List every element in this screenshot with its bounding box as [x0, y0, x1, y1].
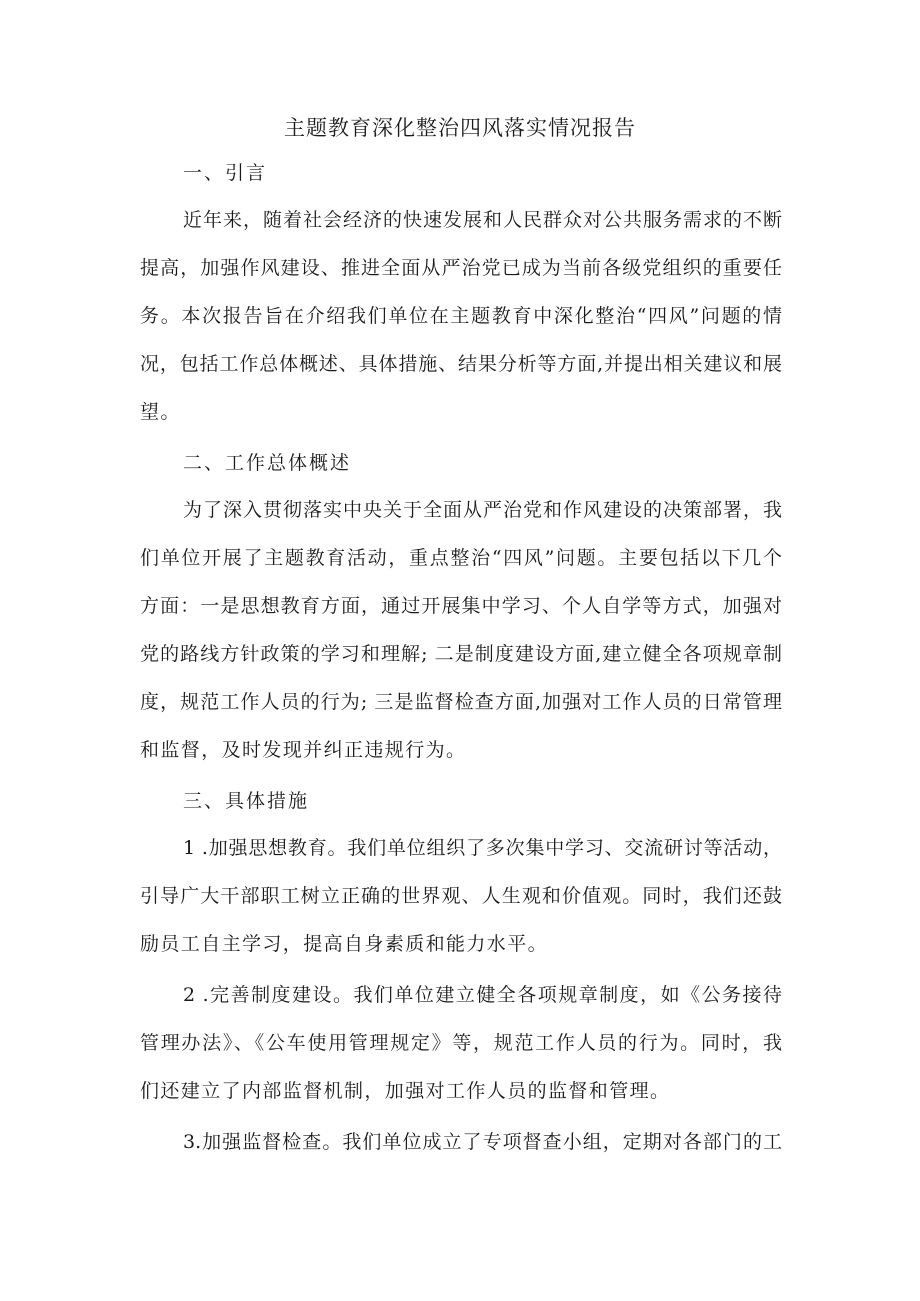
- paragraph-line: 2 .完善制度建设。我们单位建立健全各项规章制度，如《公务接待: [183, 984, 782, 1006]
- paragraph-line: 务。本次报告旨在介绍我们单位在主题教育中深化整治“四风”问题的情: [140, 305, 782, 327]
- section-heading-overview: 二、工作总体概述: [183, 452, 352, 474]
- paragraph-line: 1 .加强思想教育。我们单位组织了多次集中学习、交流研讨等活动，: [183, 837, 782, 859]
- paragraph-line: 党的路线方针政策的学习和理解; 二是制度建设方面,建立健全各项规章制: [140, 643, 782, 665]
- paragraph-line: 况，包括工作总体概述、具体措施、结果分析等方面,并提出相关建议和展: [140, 353, 782, 375]
- paragraph-line: 方面：一是思想教育方面，通过开展集中学习、个人自学等方式，加强对: [140, 595, 782, 617]
- paragraph-line: 和监督，及时发现并纠正违规行为。: [140, 739, 467, 761]
- paragraph-line: 管理办法》、《公车使用管理规定》等，规范工作人员的行为。同时，我: [140, 1032, 782, 1054]
- paragraph-line: 度，规范工作人员的行为; 三是监督检查方面,加强对工作人员的日常管理: [140, 691, 782, 713]
- paragraph-line: 们还建立了内部监督机制，加强对工作人员的监督和管理。: [140, 1080, 671, 1102]
- paragraph-line: 提高，加强作风建设、推进全面从严治党已成为当前各级党组织的重要任: [140, 257, 782, 279]
- paragraph-line: 励员工自主学习，提高自身素质和能力水平。: [140, 933, 549, 955]
- document-title: 主题教育深化整治四风落实情况报告: [284, 116, 636, 140]
- section-heading-measures: 三、具体措施: [183, 790, 310, 812]
- section-heading-introduction: 一、引言: [183, 162, 268, 184]
- paragraph-line: 望。: [140, 401, 181, 423]
- paragraph-line: 引导广大干部职工树立正确的世界观、人生观和价值观。同时，我们还鼓: [140, 885, 782, 907]
- paragraph-line: 近年来，随着社会经济的快速发展和人民群众对公共服务需求的不断: [183, 209, 782, 231]
- paragraph-line: 3.加强监督检查。我们单位成立了专项督查小组，定期对各部门的工: [183, 1131, 782, 1153]
- paragraph-line: 为了深入贯彻落实中央关于全面从严治党和作风建设的决策部署，我: [183, 499, 782, 521]
- paragraph-line: 们单位开展了主题教育活动，重点整治“四风”问题。主要包括以下几个: [140, 547, 782, 569]
